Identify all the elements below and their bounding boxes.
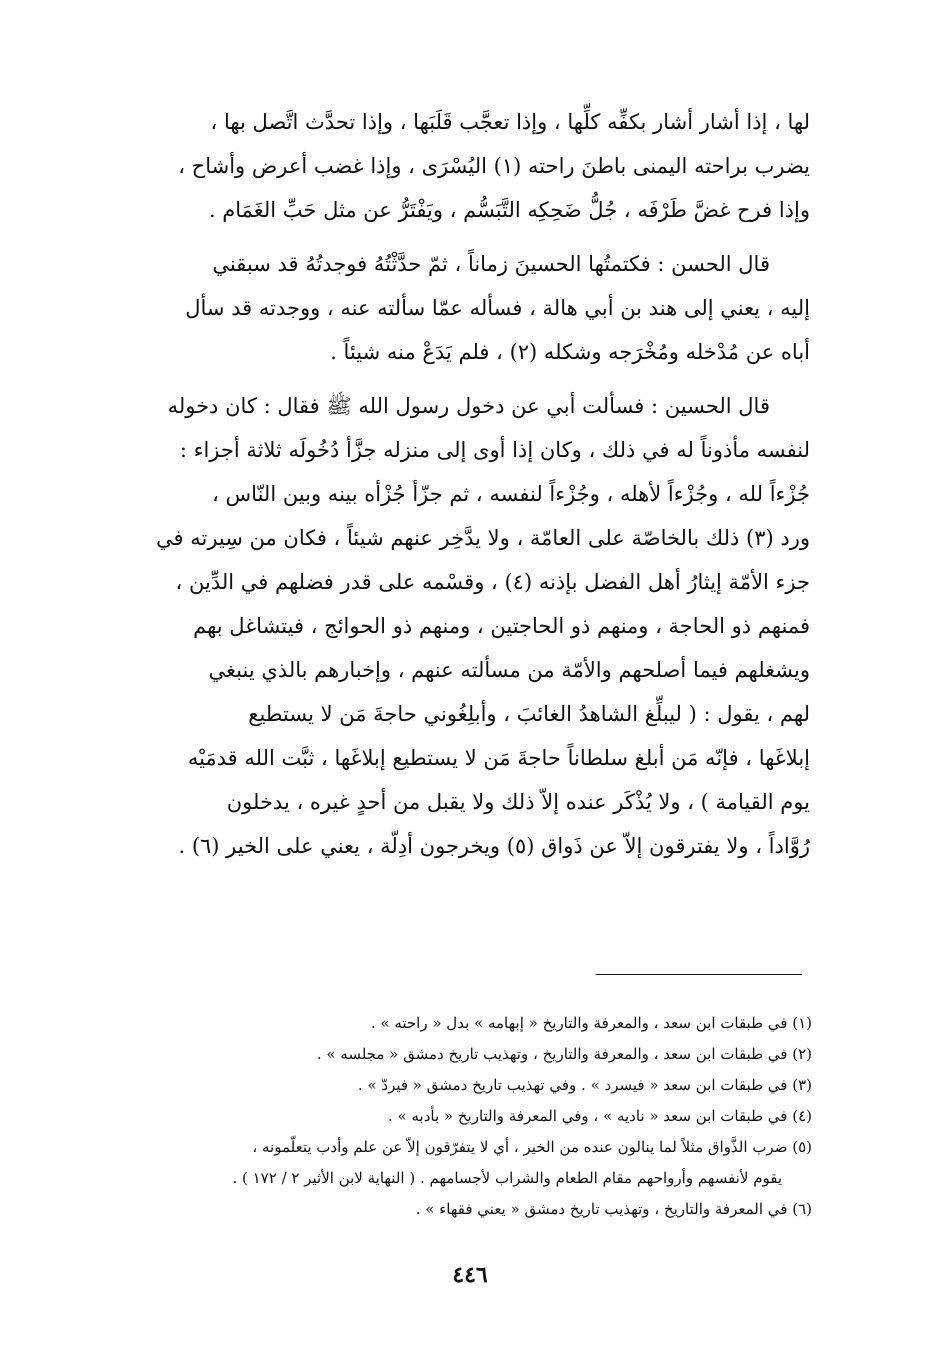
text-line: وإذا فرح غضَّ طَرْفَه ، جُلُّ ضَحِكِه التَّبَسُّم ، ويَفْتَرُّ عن مثل حَبِّ الغَمَام . <box>208 198 810 222</box>
paragraph-2 <box>100 242 810 374</box>
text-line: قال الحسين : فسألت أبي عن دخول رسول الله ﷺ فقال : كان دخوله <box>167 394 770 418</box>
text-line: ورد (٣) ذلك بالخاصّة على العامّة ، ولا يدَّخِر عنهم شيئاً ، فكان من سِيرته في <box>156 526 810 550</box>
paragraph-1 <box>100 100 810 232</box>
text-line: يضرب براحته اليمنى باطنَ راحته (١) اليُسْرَى ، وإذا غضب أعرض وأشاح ، <box>178 154 810 178</box>
text-line: يوم القيامة ) ، ولا يُذْكَر عنده إلاّ ذلك ولا يقبل من أحدٍ غيره ، يدخلون <box>226 790 810 814</box>
footnotes <box>100 1008 812 1225</box>
footnote-4: (٤) في طبقات ابن سعد « ناديه » ، وفي المعرفة والتاريخ « بأدبه » . <box>388 1107 812 1125</box>
text-line: لها ، إذا أشار أشار بكفِّه كلِّها ، وإذا تعجَّب قَلَبَها ، وإذا تحدَّث اتَّصل بها ، <box>210 110 810 134</box>
page-number: ٤٤٦ <box>452 1262 488 1288</box>
text-line: فمنهم ذو الحاجة ، ومنهم ذو الحاجتين ، ومنهم ذو الحوائج ، فيتشاغل بهم <box>193 614 810 638</box>
text-line: قال الحسن : فكتمتُها الحسينَ زماناً ، ثمّ حدَّثْتُهُ فوجدتُهُ قد سبقني <box>212 252 770 276</box>
text-line: جزء الأمّة إيثارُ أهل الفضل بإذنه (٤) ، وقسْمه على قدر فضلهم في الدِّين ، <box>175 570 810 594</box>
text-line: ويشغلهم فيما أصلحهم والأمّة من مسألته عنهم ، وإخبارهم بالذي ينبغي <box>208 658 810 682</box>
footnote-6: (٦) في المعرفة والتاريخ ، وتهذيب تاريخ دمشق « يعني فقهاء » . <box>415 1200 812 1218</box>
footnote-5: (٥) ضرب الذَّواق مثلاً لما ينالون عنده من الخير ، أي لا يتفرّقون إلاّ عن علم وأدب يتعلّمونه ، <box>252 1138 812 1156</box>
paragraph-3 <box>100 384 810 868</box>
paragraph-gap <box>100 374 810 384</box>
main-text <box>100 100 810 868</box>
text-line: لنفسه مأذوناً له في ذلك ، وكان إذا أوى إلى منزله جزَّأ دُخُولَه ثلاثة أجزاء : <box>179 438 810 462</box>
text-line: لهم ، يقول : ( ليبلِّغ الشاهدُ الغائبَ ، وأبلِغُوني حاجةَ مَن لا يستطيع <box>248 702 810 726</box>
footnote-2: (٢) في طبقات ابن سعد ، والمعرفة والتاريخ ، وتهذيب تاريخ دمشق « مجلسه » . <box>316 1045 812 1063</box>
text-line: إليه ، يعني إلى هند بن أبي هالة ، فسأله عمّا سألته عنه ، ووجدته قد سأل <box>185 296 810 320</box>
text-line: إبلاغَها ، فإنّه مَن أبلغ سلطاناً حاجةَ مَن لا يستطيع إبلاغَها ، ثبَّت الله قدمَيْه <box>187 746 810 770</box>
footnote-separator <box>596 974 802 975</box>
text-line: أباه عن مُدْخله ومُخْرَجه وشكله (٢) ، فلم يَدَعْ منه شيئاً . <box>330 340 810 364</box>
footnote-5-continuation: يقوم لأنفسهم وأرواحهم مقام الطعام والشراب لأجسامهم . ( النهاية لابن الأثير ٢ / ١٧٢ ) . <box>232 1169 782 1187</box>
text-line: جُزْءاً لله ، وجُزْءاً لأهله ، وجُزْءاً لنفسه ، ثم جزّأ جُزْأه بينه وبين النّاس ، <box>212 482 810 506</box>
text-line: رُوَّاداً ، ولا يفترقون إلاّ عن ذَواق (٥) ويخرجون أدِلّة ، يعني على الخير (٦) . <box>178 834 810 858</box>
paragraph-gap <box>100 232 810 242</box>
footnote-1: (١) في طبقات ابن سعد ، والمعرفة والتاريخ « إبهامه » بدل « راحته » . <box>370 1014 812 1032</box>
footnote-3: (٣) في طبقات ابن سعد « فيسرد » . وفي تهذيب تاريخ دمشق « فيردّ » . <box>357 1076 812 1094</box>
